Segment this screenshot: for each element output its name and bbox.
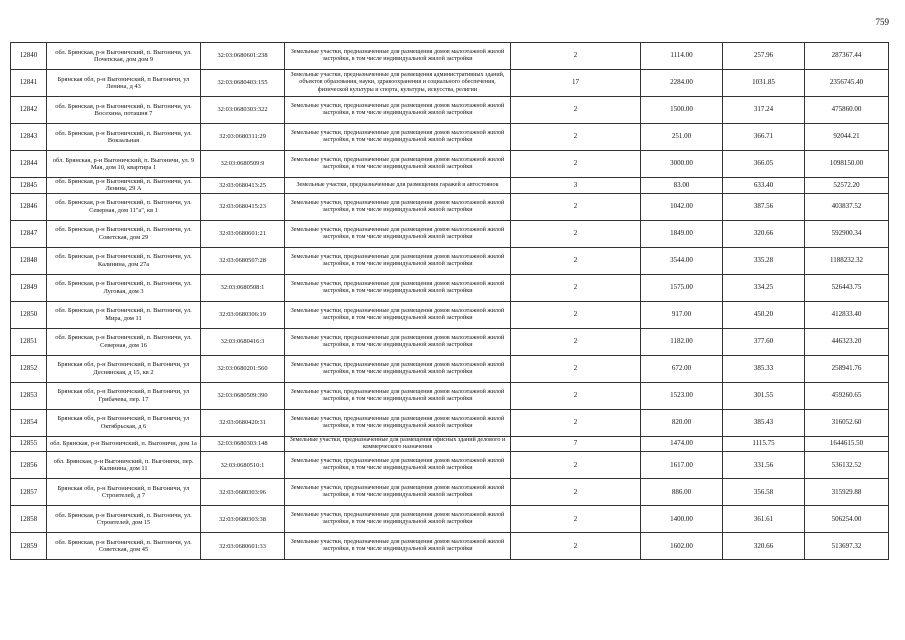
cell-area: 672.00 xyxy=(641,355,723,382)
cell-cadastral-number: 32:03:0680507:28 xyxy=(201,247,285,274)
cell-land-use: Земельные участки, предназначенные для размещения офисных зданий делового и коммерческого назначения xyxy=(285,436,511,451)
cell-specific-value: 366.05 xyxy=(723,151,805,178)
cell-area: 1182.00 xyxy=(641,328,723,355)
cell-specific-value: 301.55 xyxy=(723,382,805,409)
cell-specific-value: 361.61 xyxy=(723,506,805,533)
cell-specific-value: 334.25 xyxy=(723,274,805,301)
cell-record-id: 12843 xyxy=(11,124,47,151)
cell-land-use: Земельные участки, предназначенные для размещения домов малоэтажной жилой застройки, в том числе индивидуальной жилой застройки xyxy=(285,97,511,124)
cell-record-id: 12857 xyxy=(11,479,47,506)
table-row xyxy=(11,70,889,97)
cell-record-id: 12842 xyxy=(11,97,47,124)
table-row xyxy=(11,533,889,560)
cell-record-id: 12858 xyxy=(11,506,47,533)
cell-record-id: 12844 xyxy=(11,151,47,178)
cell-address: обл. Брянская, р-н Выгоничский, п. Выгоничи, ул. Калинина, дом 27а xyxy=(47,247,201,274)
table-row xyxy=(11,382,889,409)
cell-record-id: 12850 xyxy=(11,301,47,328)
cell-address: обл. Брянская, р-н Выгоничский, п. Выгоничи, ул. Северная, дом 11"а", кв 1 xyxy=(47,193,201,220)
page-number: 759 xyxy=(875,17,889,27)
cell-address: Брянская обл, р-н Выгоничский, п Выгоничи, ул Грибачева, пер. 17 xyxy=(47,382,201,409)
cell-address: обл. Брянская, р-н Выгоничский, п. Выгоничи, пер. Калинина, дом 11 xyxy=(47,452,201,479)
cell-specific-value: 450.20 xyxy=(723,301,805,328)
cell-record-id: 12847 xyxy=(11,220,47,247)
cell-address: обл. Брянская, р-н Выгоничский, п. Выгоничи, ул. Строителей, дом 15 xyxy=(47,506,201,533)
cell-land-use: Земельные участки, предназначенные для размещения домов малоэтажной жилой застройки, в том числе индивидуальной жилой застройки xyxy=(285,43,511,70)
cell-address: обл. Брянская, р-н Выгоничский, п. Выгоничи, ул. Северная, дом 16 xyxy=(47,328,201,355)
cell-cadastral-number: 32:03:0680303:322 xyxy=(201,97,285,124)
cell-address: Брянская обл, р-н Выгоничский, п Выгоничи, ул Октябрьская, д 6 xyxy=(47,409,201,436)
cell-cadastral-value: 52572.20 xyxy=(805,178,889,194)
cell-area: 1575.00 xyxy=(641,274,723,301)
cell-group: 2 xyxy=(511,452,641,479)
cell-cadastral-number: 32:03:0680510:1 xyxy=(201,452,285,479)
cell-land-use: Земельные участки, предназначенные для размещения домов малоэтажной жилой застройки, в том числе индивидуальной жилой застройки xyxy=(285,124,511,151)
table-row xyxy=(11,355,889,382)
cell-record-id: 12855 xyxy=(11,436,47,451)
table-row xyxy=(11,274,889,301)
cell-land-use: Земельные участки, предназначенные для размещения административных зданий, объектов образования, науки, здравоохранения и социального обеспечения, физической культуры и спорта, культуры, искусства, религии xyxy=(285,70,511,97)
cell-area: 1474.00 xyxy=(641,436,723,451)
table-row xyxy=(11,301,889,328)
table-row xyxy=(11,43,889,70)
cell-address: обл. Брянская, р-н Выгоничский, п. Выгоничи, дом 1а xyxy=(47,436,201,451)
cell-cadastral-value: 475860.00 xyxy=(805,97,889,124)
cell-cadastral-number: 32:03:0680403:155 xyxy=(201,70,285,97)
cell-group: 2 xyxy=(511,533,641,560)
cell-cadastral-number: 32:03:0680601:238 xyxy=(201,43,285,70)
cell-specific-value: 1115.75 xyxy=(723,436,805,451)
cell-address: обл. Брянская, р-н Выгоничский, п. Выгоничи, ул. Луговая, дом 3 xyxy=(47,274,201,301)
cell-area: 917.00 xyxy=(641,301,723,328)
cell-cadastral-value: 459260.65 xyxy=(805,382,889,409)
cell-specific-value: 377.60 xyxy=(723,328,805,355)
cell-specific-value: 320.66 xyxy=(723,220,805,247)
cell-address: обл. Брянская, р-н Выгоничский, п. Выгоничи, ул. Советская, дом 45 xyxy=(47,533,201,560)
cell-address: Брянская обл, р-н Выгоничский, п Выгоничи, ул Деснянская, д 15, кв 2 xyxy=(47,355,201,382)
cell-area: 1114.00 xyxy=(641,43,723,70)
table-row xyxy=(11,452,889,479)
cell-group: 2 xyxy=(511,274,641,301)
table-row xyxy=(11,151,889,178)
table-row xyxy=(11,193,889,220)
table-body xyxy=(11,43,889,560)
cell-record-id: 12852 xyxy=(11,355,47,382)
cell-address: Брянская обл, р-н Выгоничский, п Выгоничи, ул Ленина, д 43 xyxy=(47,70,201,97)
cell-cadastral-number: 32:03:0680201:560 xyxy=(201,355,285,382)
cell-land-use: Земельные участки, предназначенные для размещения домов малоэтажной жилой застройки, в том числе индивидуальной жилой застройки xyxy=(285,533,511,560)
cell-record-id: 12840 xyxy=(11,43,47,70)
cell-land-use: Земельные участки, предназначенные для размещения домов малоэтажной жилой застройки, в том числе индивидуальной жилой застройки xyxy=(285,409,511,436)
cell-area: 1523.00 xyxy=(641,382,723,409)
table-row xyxy=(11,436,889,451)
table-row xyxy=(11,479,889,506)
cell-cadastral-value: 446323.20 xyxy=(805,328,889,355)
cell-cadastral-value: 592900.34 xyxy=(805,220,889,247)
cell-cadastral-number: 32:03:0680601:21 xyxy=(201,220,285,247)
cell-area: 3000.00 xyxy=(641,151,723,178)
table-row xyxy=(11,97,889,124)
cell-land-use: Земельные участки, предназначенные для размещения домов малоэтажной жилой застройки, в том числе индивидуальной жилой застройки xyxy=(285,479,511,506)
cell-group: 2 xyxy=(511,97,641,124)
cell-area: 1602.00 xyxy=(641,533,723,560)
cell-area: 3544.00 xyxy=(641,247,723,274)
cell-area: 1400.00 xyxy=(641,506,723,533)
cell-area: 2284.00 xyxy=(641,70,723,97)
cell-address: обл. Брянская, р-н Выгоничский, п. Выгоничи, ул. Почепская, дом дом 9 xyxy=(47,43,201,70)
cell-cadastral-number: 32:03:0680303:96 xyxy=(201,479,285,506)
cell-record-id: 12848 xyxy=(11,247,47,274)
cell-record-id: 12846 xyxy=(11,193,47,220)
cell-record-id: 12856 xyxy=(11,452,47,479)
table-row xyxy=(11,178,889,194)
cell-cadastral-value: 2356745.40 xyxy=(805,70,889,97)
cell-cadastral-number: 32:03:0680509:9 xyxy=(201,151,285,178)
cell-specific-value: 356.58 xyxy=(723,479,805,506)
cell-group: 2 xyxy=(511,355,641,382)
cell-land-use: Земельные участки, предназначенные для размещения гаражей и автостоянок xyxy=(285,178,511,194)
cell-record-id: 12841 xyxy=(11,70,47,97)
cell-record-id: 12845 xyxy=(11,178,47,194)
cell-cadastral-value: 536132.52 xyxy=(805,452,889,479)
table-row xyxy=(11,328,889,355)
cell-cadastral-number: 32:03:0680420:31 xyxy=(201,409,285,436)
cell-area: 251.00 xyxy=(641,124,723,151)
cell-cadastral-value: 287367.44 xyxy=(805,43,889,70)
cell-record-id: 12859 xyxy=(11,533,47,560)
cell-cadastral-number: 32:03:0680311:29 xyxy=(201,124,285,151)
cell-specific-value: 257.96 xyxy=(723,43,805,70)
cell-cadastral-number: 32:03:0680306:19 xyxy=(201,301,285,328)
cell-record-id: 12853 xyxy=(11,382,47,409)
cell-group: 2 xyxy=(511,506,641,533)
cell-cadastral-value: 403837.52 xyxy=(805,193,889,220)
cell-land-use: Земельные участки, предназначенные для размещения домов малоэтажной жилой застройки, в том числе индивидуальной жилой застройки xyxy=(285,506,511,533)
cell-land-use: Земельные участки, предназначенные для размещения домов малоэтажной жилой застройки, в том числе индивидуальной жилой застройки xyxy=(285,220,511,247)
cell-land-use: Земельные участки, предназначенные для размещения домов малоэтажной жилой застройки, в том числе индивидуальной жилой застройки xyxy=(285,382,511,409)
cell-area: 886.00 xyxy=(641,479,723,506)
cell-group: 17 xyxy=(511,70,641,97)
cell-area: 1042.00 xyxy=(641,193,723,220)
cell-group: 2 xyxy=(511,43,641,70)
cell-record-id: 12854 xyxy=(11,409,47,436)
cell-area: 1617.00 xyxy=(641,452,723,479)
cell-group: 2 xyxy=(511,220,641,247)
cell-address: обл. Брянская, р-н Выгоничский, п. Выгоничи, ул. 9 Мая, дом 10, квартира 1 xyxy=(47,151,201,178)
cell-group: 2 xyxy=(511,301,641,328)
cell-cadastral-value: 315929.88 xyxy=(805,479,889,506)
land-registry-table xyxy=(10,42,889,560)
cell-specific-value: 366.71 xyxy=(723,124,805,151)
cell-land-use: Земельные участки, предназначенные для размещения домов малоэтажной жилой застройки, в том числе индивидуальной жилой застройки xyxy=(285,301,511,328)
cell-cadastral-value: 513697.32 xyxy=(805,533,889,560)
cell-land-use: Земельные участки, предназначенные для размещения домов малоэтажной жилой застройки, в том числе индивидуальной жилой застройки xyxy=(285,328,511,355)
cell-cadastral-value: 506254.00 xyxy=(805,506,889,533)
cell-cadastral-value: 316052.60 xyxy=(805,409,889,436)
cell-group: 2 xyxy=(511,193,641,220)
table-row xyxy=(11,409,889,436)
cell-cadastral-number: 32:03:0680416:3 xyxy=(201,328,285,355)
cell-record-id: 12851 xyxy=(11,328,47,355)
cell-cadastral-number: 32:03:0680413:25 xyxy=(201,178,285,194)
cell-land-use: Земельные участки, предназначенные для размещения домов малоэтажной жилой застройки, в том числе индивидуальной жилой застройки xyxy=(285,151,511,178)
cell-land-use: Земельные участки, предназначенные для размещения домов малоэтажной жилой застройки, в том числе индивидуальной жилой застройки xyxy=(285,247,511,274)
cell-specific-value: 633.40 xyxy=(723,178,805,194)
table-row xyxy=(11,220,889,247)
cell-cadastral-value: 258941.76 xyxy=(805,355,889,382)
cell-group: 2 xyxy=(511,328,641,355)
cell-cadastral-value: 412833.40 xyxy=(805,301,889,328)
cell-address: обл. Брянская, р-н Выгоничский, п. Выгоничи, ул. Вокзальная xyxy=(47,124,201,151)
cell-specific-value: 320.66 xyxy=(723,533,805,560)
table-row xyxy=(11,506,889,533)
cell-record-id: 12849 xyxy=(11,274,47,301)
cell-cadastral-value: 526443.75 xyxy=(805,274,889,301)
cell-address: обл. Брянская, р-н Выгоничский, п. Выгоничи, ул. Ленина, 29 А xyxy=(47,178,201,194)
cell-address: Брянская обл, р-н Выгоничский, п Выгоничи, ул Строителей, д 7 xyxy=(47,479,201,506)
cell-cadastral-value: 92044.21 xyxy=(805,124,889,151)
cell-land-use: Земельные участки, предназначенные для размещения домов малоэтажной жилой застройки, в том числе индивидуальной жилой застройки xyxy=(285,193,511,220)
cell-cadastral-number: 32:03:0680601:33 xyxy=(201,533,285,560)
cell-specific-value: 1031.85 xyxy=(723,70,805,97)
cell-land-use: Земельные участки, предназначенные для размещения домов малоэтажной жилой застройки, в том числе индивидуальной жилой застройки xyxy=(285,274,511,301)
cell-area: 820.00 xyxy=(641,409,723,436)
table-row xyxy=(11,124,889,151)
cell-specific-value: 385.43 xyxy=(723,409,805,436)
cell-cadastral-number: 32:03:0680303:148 xyxy=(201,436,285,451)
cell-cadastral-value: 1098150.00 xyxy=(805,151,889,178)
cell-address: обл. Брянская, р-н Выгоничский, п. Выгоничи, ул. Восехина, поташня 7 xyxy=(47,97,201,124)
cell-specific-value: 317.24 xyxy=(723,97,805,124)
cell-cadastral-number: 32:03:0680303:38 xyxy=(201,506,285,533)
cell-group: 7 xyxy=(511,436,641,451)
cell-cadastral-number: 32:03:0680509:390 xyxy=(201,382,285,409)
cell-specific-value: 335.28 xyxy=(723,247,805,274)
cell-address: обл. Брянская, р-н Выгоничский, п. Выгоничи, ул. Советская, дом 29 xyxy=(47,220,201,247)
cell-specific-value: 387.56 xyxy=(723,193,805,220)
cell-specific-value: 385.33 xyxy=(723,355,805,382)
cell-cadastral-number: 32:03:0680508:1 xyxy=(201,274,285,301)
cell-cadastral-number: 32:03:0680415:23 xyxy=(201,193,285,220)
cell-group: 2 xyxy=(511,124,641,151)
cell-area: 1500.00 xyxy=(641,97,723,124)
cell-group: 2 xyxy=(511,479,641,506)
cell-group: 3 xyxy=(511,178,641,194)
cell-group: 2 xyxy=(511,409,641,436)
cell-specific-value: 331.56 xyxy=(723,452,805,479)
cell-group: 2 xyxy=(511,247,641,274)
cell-cadastral-value: 1188232.32 xyxy=(805,247,889,274)
cell-group: 2 xyxy=(511,151,641,178)
table-row xyxy=(11,247,889,274)
cell-land-use: Земельные участки, предназначенные для размещения домов малоэтажной жилой застройки, в том числе индивидуальной жилой застройки xyxy=(285,452,511,479)
cell-cadastral-value: 1644615.50 xyxy=(805,436,889,451)
cell-area: 83.00 xyxy=(641,178,723,194)
cell-area: 1849.00 xyxy=(641,220,723,247)
cell-land-use: Земельные участки, предназначенные для размещения домов малоэтажной жилой застройки, в том числе индивидуальной жилой застройки xyxy=(285,355,511,382)
cell-group: 2 xyxy=(511,382,641,409)
cell-address: обл. Брянская, р-н Выгоничский, п. Выгоничи, ул. Мира, дом 11 xyxy=(47,301,201,328)
